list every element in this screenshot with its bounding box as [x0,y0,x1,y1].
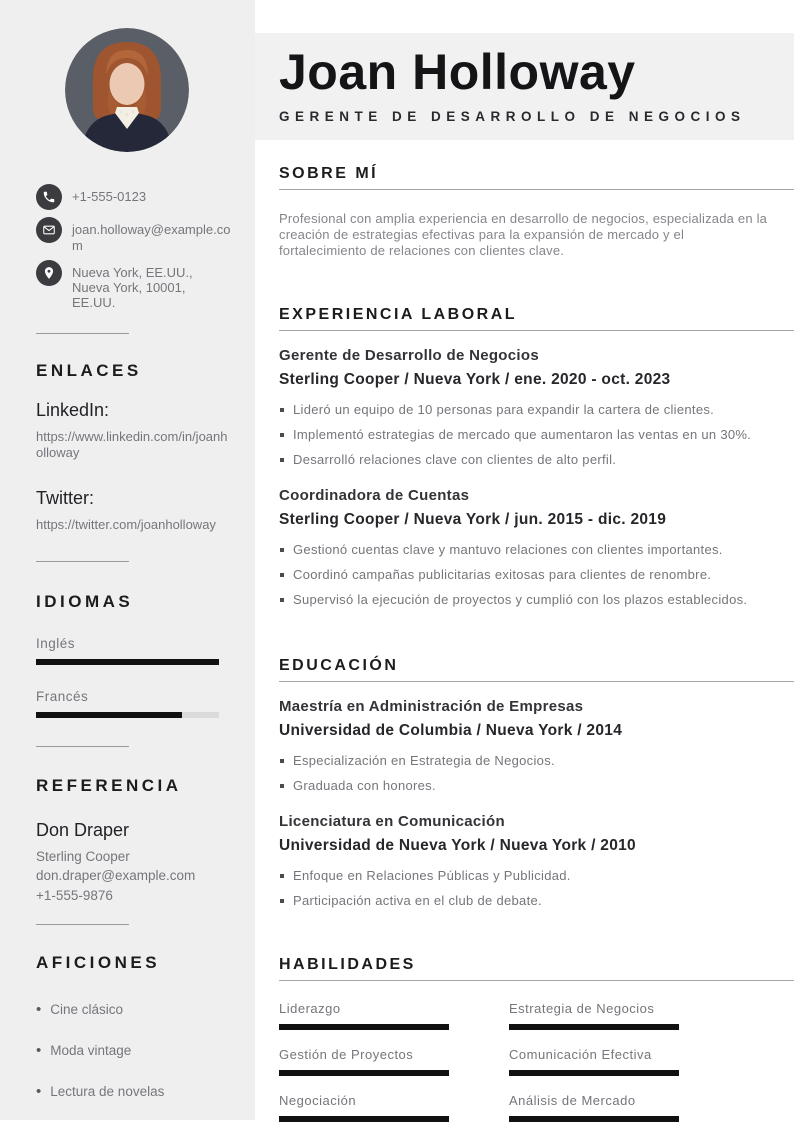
reference-details [36,847,237,906]
hobby-item: • Moda vintage [36,1042,237,1059]
degree-bullet: Participación activa en el club de debate. [279,893,794,909]
reference-heading: REFERENCIA [36,775,182,795]
experience-entry [279,487,794,608]
skill-level-bar [509,1116,679,1122]
languages-heading: IDIOMAS [36,591,134,611]
linkedin-label: LinkedIn: [36,400,110,420]
skill-level-track [279,1024,449,1030]
skill-level-bar [509,1024,679,1030]
job-bullet: Desarrolló relaciones clave con clientes de alto perfil. [279,452,794,468]
section-rule [279,681,794,682]
main-content [255,164,794,1122]
language-item [36,636,237,665]
job-bullet: Coordinó campañas publicitarias exitosas para clientes de renombre. [279,567,794,583]
sidebar-divider [36,746,129,747]
sidebar-divider [36,333,129,334]
skills-heading: HABILIDADES [279,956,416,973]
degree-title: Licenciatura en Comunicación [279,813,505,830]
skill-level-bar [279,1024,449,1030]
degree-bullets [279,753,794,794]
skill-name: Comunicación Efectiva [509,1047,652,1062]
skill-item [279,1001,449,1030]
skill-name: Liderazgo [279,1001,341,1016]
skill-item [509,1001,679,1030]
language-level-bar [36,659,219,665]
education-entry [279,813,794,909]
language-name: Inglés [36,635,76,651]
profile-photo [65,28,189,152]
header-band [255,33,794,140]
contact-location-row [36,260,237,310]
job-bullet: Gestionó cuentas clave y mantuvo relaciones con clientes importantes. [279,542,794,558]
skill-level-track [509,1024,679,1030]
experience-heading: EXPERIENCIA LABORAL [279,306,518,323]
reference-company: Sterling Cooper [36,848,130,864]
degree-title: Maestría en Administración de Empresas [279,698,584,715]
sidebar-divider [36,561,129,562]
skill-name: Negociación [279,1093,357,1108]
skill-level-track [509,1116,679,1122]
skill-level-track [509,1070,679,1076]
twitter-url[interactable]: https://twitter.com/joanholloway [36,517,216,532]
links-heading: ENLACES [36,361,142,380]
job-bullet: Implementó estrategias de mercado que aumentaron las ventas en un 30%. [279,427,794,443]
skills-grid [279,1001,794,1122]
job-bullets [279,402,794,468]
hobby-item: • Lectura de novelas [36,1083,237,1100]
twitter-label: Twitter: [36,488,95,508]
phone-icon [36,184,62,210]
skill-item [279,1047,449,1076]
skill-item [509,1047,679,1076]
skill-level-bar [279,1070,449,1076]
contact-location: Nueva York, EE.UU., Nueva York, 10001, EE.UU. [72,265,193,310]
location-pin-icon [36,260,62,286]
person-job-title: GERENTE DE DESARROLLO DE NEGOCIOS [279,109,746,124]
job-bullet: Lideró un equipo de 10 personas para expandir la cartera de clientes. [279,402,794,418]
contact-phone-row [36,184,237,210]
job-bullet: Supervisó la ejecución de proyectos y cumplió con los plazos establecidos. [279,592,794,608]
resume-main [255,0,794,1120]
degree-meta: Universidad de Columbia / Nueva York / 2014 [279,722,623,739]
degree-meta: Universidad de Nueva York / Nueva York / 2010 [279,837,636,854]
skill-level-bar [509,1070,679,1076]
skill-item [279,1093,449,1122]
reference-email: don.draper@example.com [36,868,196,883]
degree-bullet: Graduada con honores. [279,778,794,794]
contact-phone: +1-555-0123 [72,189,147,204]
degree-bullets [279,868,794,909]
skill-level-bar [279,1116,449,1122]
person-name: Joan Holloway [279,44,636,100]
skill-name: Análisis de Mercado [509,1093,636,1108]
language-name: Francés [36,688,89,704]
job-bullets [279,542,794,608]
sidebar-divider [36,924,129,925]
job-meta: Sterling Cooper / Nueva York / jun. 2015 - dic. 2019 [279,511,667,528]
job-meta: Sterling Cooper / Nueva York / ene. 2020 - oct. 2023 [279,371,671,388]
skill-item [509,1093,679,1122]
envelope-icon [36,217,62,243]
skill-name: Gestión de Proyectos [279,1047,414,1062]
section-rule [279,330,794,331]
profile-photo-illustration [65,28,189,152]
skill-name: Estrategia de Negocios [509,1001,655,1016]
experience-entry [279,347,794,468]
degree-bullet: Enfoque en Relaciones Públicas y Publicidad. [279,868,794,884]
skill-level-track [279,1116,449,1122]
reference-name: Don Draper [36,819,130,840]
degree-bullet: Especialización en Estrategia de Negocios. [279,753,794,769]
language-level-track [36,712,219,718]
language-level-bar [36,712,182,718]
reference-phone: +1-555-9876 [36,887,113,903]
about-heading: SOBRE MÍ [279,165,379,182]
education-heading: EDUCACIÓN [279,657,399,674]
hobbies-heading: AFICIONES [36,953,161,972]
contact-email: joan.holloway@example.com [72,222,231,253]
hobby-item: • Cine clásico [36,1001,237,1018]
sidebar [0,0,255,1120]
contact-email-row [36,217,237,253]
job-title: Coordinadora de Cuentas [279,487,470,504]
about-text: Profesional con amplia experiencia en desarrollo de negocios, especializada en la creación de estrategias efectivas para la expansión de mercado y el fortalecimiento de relaciones con clientes clave. [279,211,768,258]
skill-level-track [279,1070,449,1076]
contact-info [36,184,237,310]
linkedin-url[interactable]: https://www.linkedin.com/in/joanholloway [36,429,228,460]
language-level-track [36,659,219,665]
job-title: Gerente de Desarrollo de Negocios [279,347,539,364]
section-rule [279,980,794,981]
language-item [36,689,237,718]
section-rule [279,189,794,190]
education-entry [279,698,794,794]
